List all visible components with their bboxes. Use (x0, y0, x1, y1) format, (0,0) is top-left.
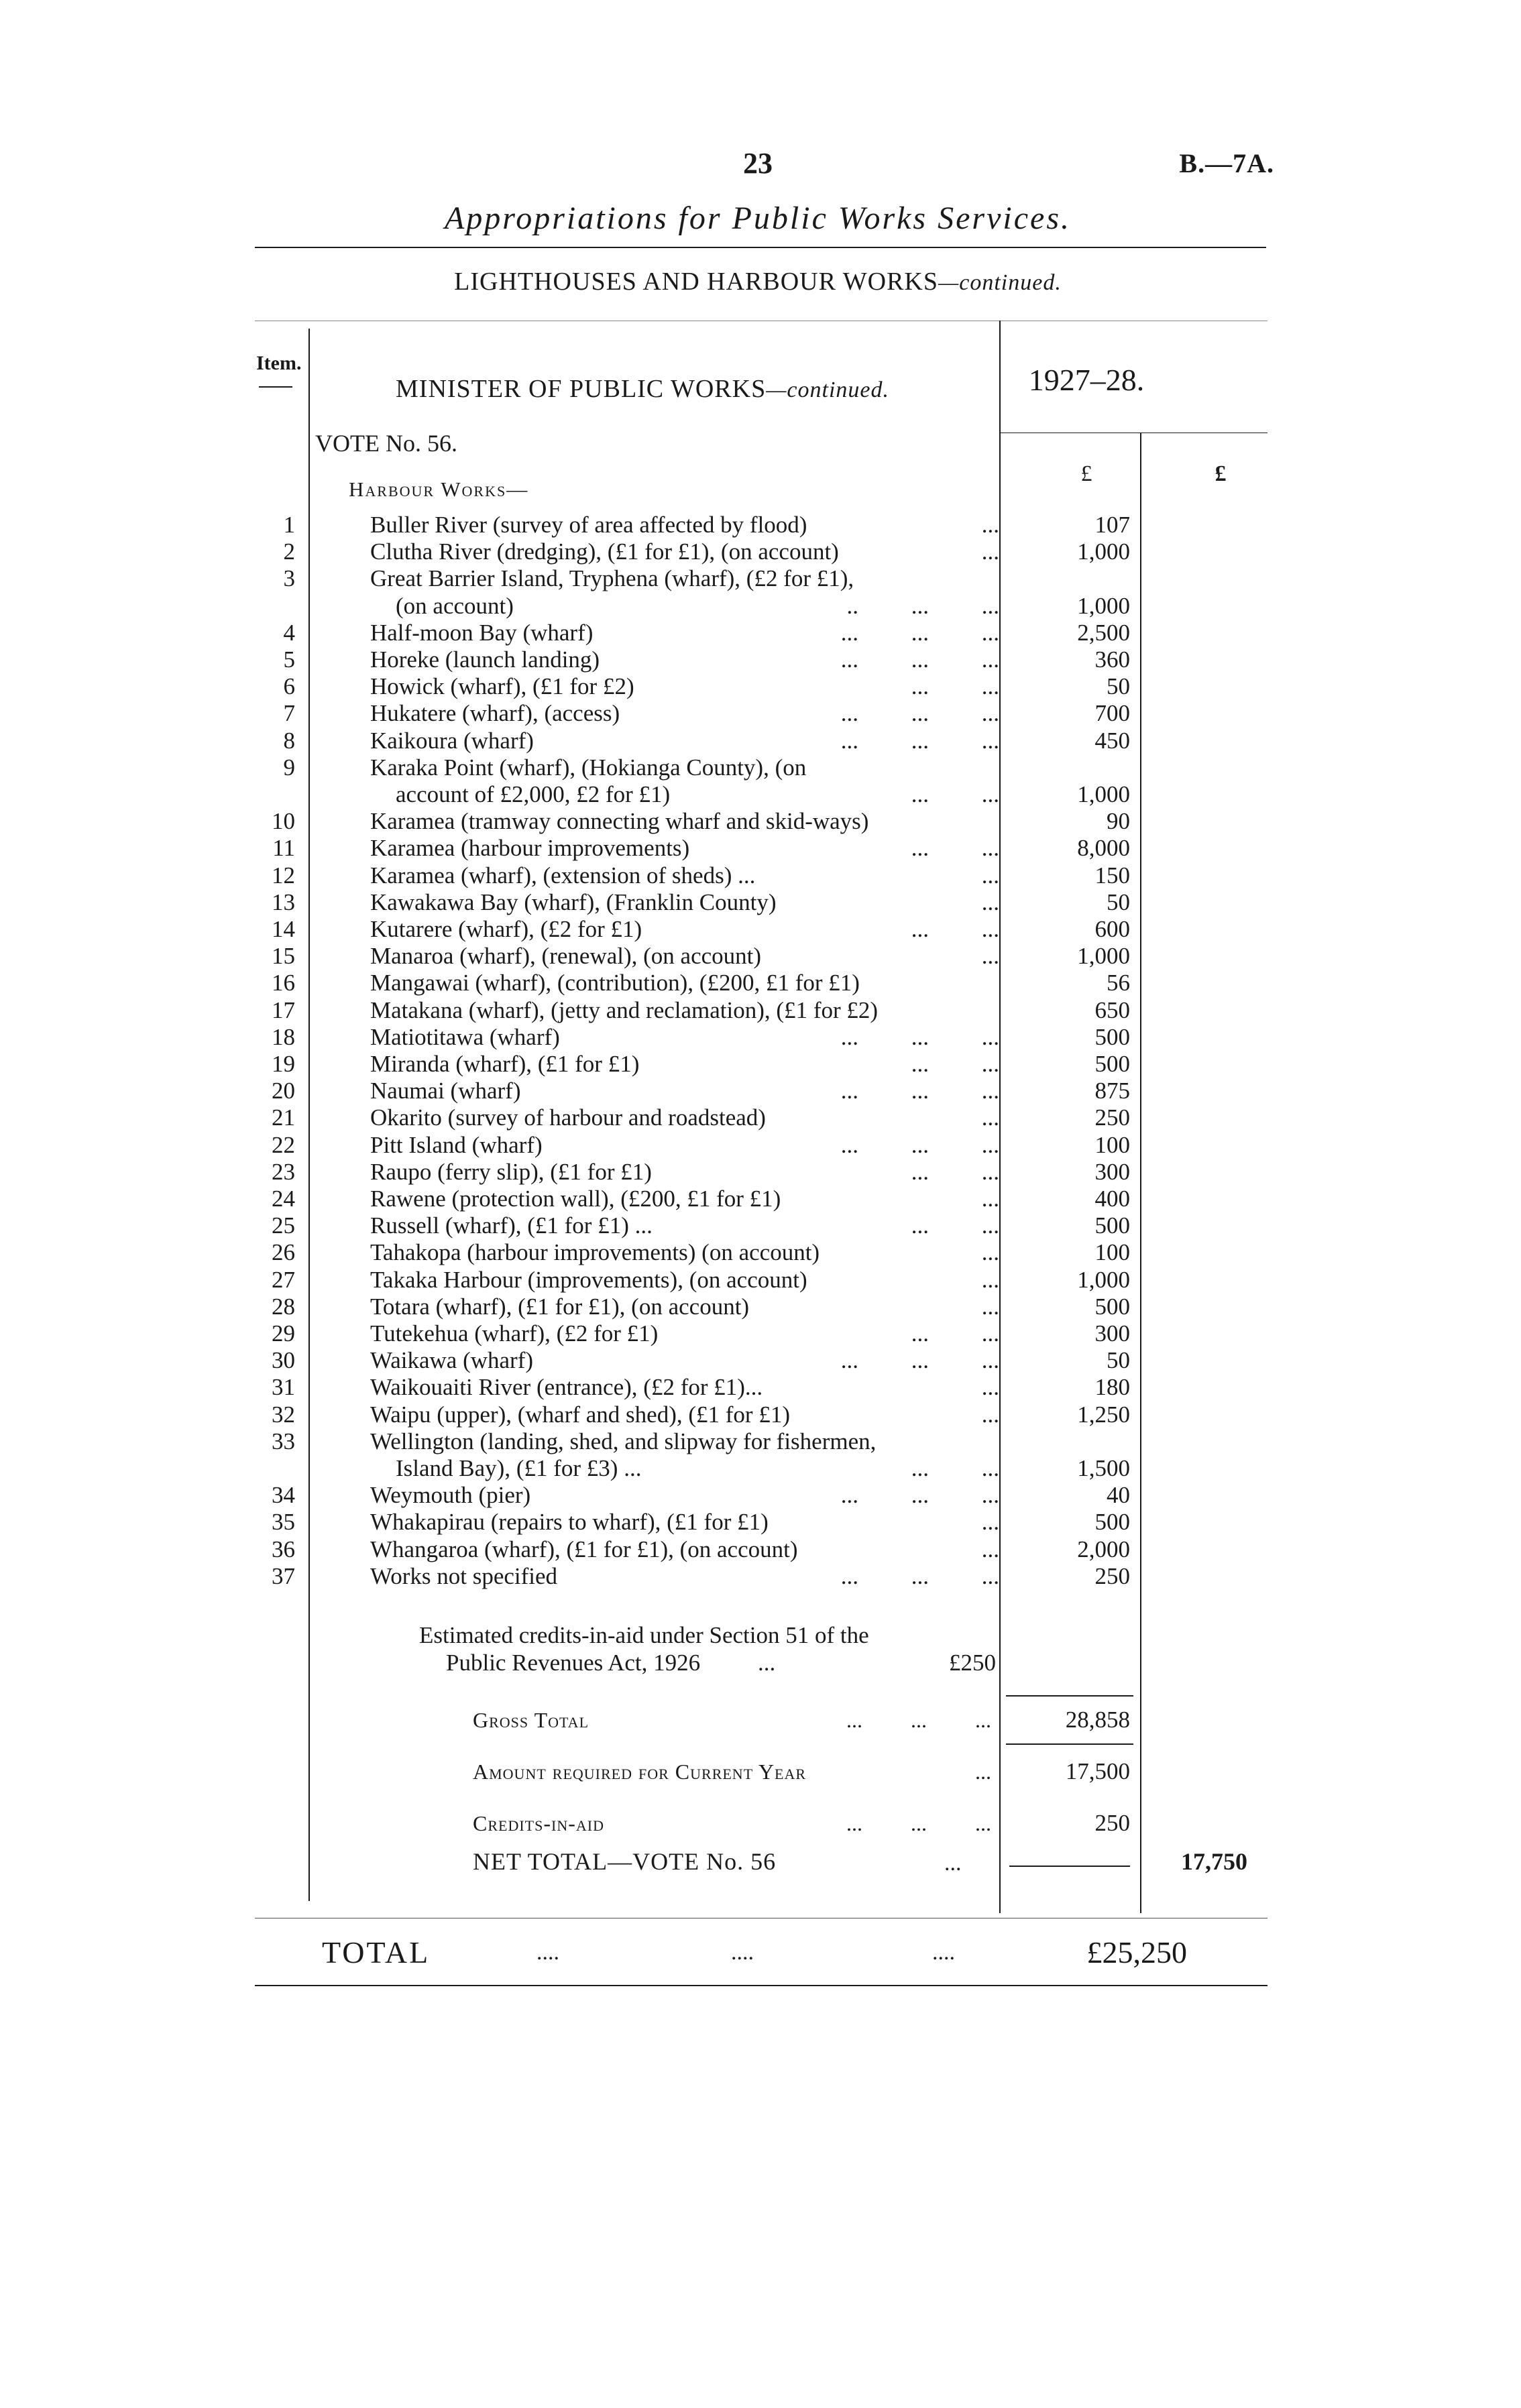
item-amount: 875 (1094, 1078, 1130, 1104)
gross-total-amount: 28,858 (1065, 1707, 1130, 1733)
item-amount: 450 (1094, 728, 1130, 754)
item-description: Raupo (ferry slip), (£1 for £1) (370, 1159, 652, 1185)
table-row (0, 1536, 1521, 1563)
credits-note (419, 1621, 996, 1676)
table-row (0, 1293, 1521, 1320)
item-leader-dots: ... ... (911, 1212, 999, 1239)
item-leader-dots: ... (981, 1104, 999, 1131)
item-amount: 56 (1107, 970, 1130, 996)
item-description: Tahakopa (harbour improvements) (on account) (370, 1239, 820, 1265)
grand-bottom-rule (255, 1985, 1268, 1986)
item-number: 23 (272, 1159, 295, 1185)
subtitle-text: LIGHTHOUSES AND HARBOUR WORKS (454, 268, 939, 296)
item-amount: 50 (1107, 889, 1130, 915)
item-amount: 50 (1107, 1347, 1130, 1373)
item-description: Okarito (survey of harbour and roadstead) (370, 1104, 766, 1131)
table-row (0, 969, 1521, 996)
section-subtitle (255, 267, 1261, 296)
item-number: 29 (272, 1320, 295, 1346)
vote-heading: VOTE No. 56. (315, 430, 457, 457)
item-amount: 2,500 (1077, 620, 1130, 646)
table-row (0, 1562, 1521, 1590)
item-leader-dots: ... ... (911, 781, 999, 807)
gross-total-row (0, 1703, 1521, 1737)
item-number: 20 (272, 1078, 295, 1104)
item-number: 28 (272, 1294, 295, 1320)
item-description: Tutekehua (wharf), (£2 for £1) (370, 1320, 659, 1346)
item-number: 7 (283, 700, 295, 726)
item-description: Karaka Point (wharf), (Hokianga County), (on (370, 754, 807, 781)
item-number: 18 (272, 1024, 295, 1050)
item-leader-dots: ... ... ... (840, 1563, 999, 1589)
net-dash-rule (1009, 1866, 1130, 1867)
item-leader-dots: ... ... (911, 916, 999, 942)
item-amount: 300 (1094, 1159, 1130, 1185)
item-description: Weymouth (pier) (370, 1482, 531, 1508)
item-number: 19 (272, 1051, 295, 1077)
pound-unit-column-1: £ (1080, 461, 1092, 486)
table-row (0, 1158, 1521, 1186)
item-leader-dots: ... (981, 889, 999, 915)
item-leader-dots: ... ... ... (840, 1347, 999, 1373)
item-number: 25 (272, 1212, 295, 1239)
credits-amount: 250 (1094, 1810, 1130, 1836)
item-amount: 250 (1094, 1563, 1130, 1589)
item-description: Island Bay), (£1 for £3) ... (396, 1455, 642, 1481)
item-leader-dots: ... (981, 943, 999, 969)
table-row (0, 673, 1521, 700)
item-description: Works not specified (370, 1563, 558, 1589)
gross-total-label: Gross Total (473, 1708, 589, 1732)
item-number: 8 (283, 728, 295, 754)
item-number: 33 (272, 1428, 295, 1454)
grand-total-dots-3: .... (932, 1940, 955, 1965)
item-leader-dots: ... (981, 1536, 999, 1562)
item-description: Manaroa (wharf), (renewal), (on account) (370, 943, 762, 969)
item-amount: 1,000 (1077, 593, 1130, 619)
credits-note-line-2 (419, 1649, 996, 1676)
item-amount: 500 (1094, 1024, 1130, 1050)
item-amount: 1,000 (1077, 781, 1130, 807)
minister-heading (396, 374, 889, 404)
table-row (0, 1454, 1521, 1482)
item-number: 26 (272, 1239, 295, 1265)
item-number: 9 (283, 754, 295, 781)
grand-total-dots-2: .... (731, 1940, 754, 1965)
gross-top-rule (1006, 1695, 1133, 1697)
item-description: Miranda (wharf), (£1 for £1) (370, 1051, 640, 1077)
item-header-rule (259, 386, 292, 388)
item-description: Howick (wharf), (£1 for £2) (370, 673, 634, 699)
item-number: 37 (272, 1563, 295, 1589)
table-row (0, 834, 1521, 862)
item-amount: 500 (1094, 1294, 1130, 1320)
gross-total-dots: ... ... ... (846, 1708, 991, 1732)
table-row (0, 1131, 1521, 1159)
credits-note-act: Public Revenues Act, 1926 (446, 1650, 701, 1676)
minister-suffix: —continued. (766, 378, 890, 402)
item-leader-dots: ... (981, 512, 999, 538)
item-number: 3 (283, 565, 295, 591)
item-amount: 1,000 (1077, 538, 1130, 565)
item-number: 31 (272, 1374, 295, 1400)
item-leader-dots: ... (981, 862, 999, 888)
table-row (0, 1212, 1521, 1239)
table-row (0, 1239, 1521, 1266)
item-leader-dots: ... ... (911, 673, 999, 699)
item-number: 22 (272, 1132, 295, 1158)
grand-total-dots-1: .... (537, 1940, 559, 1965)
item-description: Karamea (tramway connecting wharf and skid-ways) (370, 808, 869, 834)
item-description: Horeke (launch landing) (370, 646, 600, 673)
item-leader-dots: ... ... ... (840, 1482, 999, 1508)
item-leader-dots: ... ... ... (840, 620, 999, 646)
net-total-amount: 17,750 (1181, 1848, 1247, 1875)
item-number: 36 (272, 1536, 295, 1562)
item-leader-dots: ... (981, 1294, 999, 1320)
credits-note-dots: ... (758, 1650, 776, 1676)
item-description: Kawakawa Bay (wharf), (Franklin County) (370, 889, 777, 915)
item-leader-dots: ... (981, 1401, 999, 1428)
item-amount: 1,500 (1077, 1455, 1130, 1481)
credits-dots: ... ... ... (846, 1811, 991, 1835)
item-leader-dots: ... ... (911, 1320, 999, 1346)
item-amount: 1,250 (1077, 1401, 1130, 1428)
minister-text: MINISTER OF PUBLIC WORKS (396, 375, 767, 403)
item-amount: 2,000 (1077, 1536, 1130, 1562)
item-number: 32 (272, 1401, 295, 1428)
item-number: 4 (283, 620, 295, 646)
item-amount: 40 (1107, 1482, 1130, 1508)
item-number: 13 (272, 889, 295, 915)
item-leader-dots: ... ... ... (840, 1024, 999, 1050)
grand-total-amount: £25,250 (1086, 1935, 1187, 1969)
table-row (0, 1185, 1521, 1212)
item-description: Great Barrier Island, Tryphena (wharf), (£2 for £1), (370, 565, 854, 591)
table-row (0, 754, 1521, 781)
table-row (0, 619, 1521, 646)
item-description: Pitt Island (wharf) (370, 1132, 543, 1158)
document-reference: B.—7A. (1179, 148, 1274, 178)
item-description: Rawene (protection wall), (£200, £1 for £1) (370, 1186, 781, 1212)
item-description: Russell (wharf), (£1 for £1) ... (370, 1212, 653, 1239)
item-leader-dots: .. ... ... (846, 593, 999, 619)
table-row (0, 1050, 1521, 1078)
item-leader-dots: ... (981, 1267, 999, 1293)
item-amount: 500 (1094, 1509, 1130, 1535)
item-amount: 1,000 (1077, 943, 1130, 969)
item-leader-dots: ... ... ... (840, 728, 999, 754)
required-amount: 17,500 (1065, 1758, 1130, 1784)
item-description: Karamea (wharf), (extension of sheds) ... (370, 862, 756, 888)
item-leader-dots: ... ... ... (840, 1078, 999, 1104)
item-number: 12 (272, 862, 295, 888)
credits-row (0, 1807, 1521, 1840)
item-leader-dots: ... (981, 1239, 999, 1265)
required-dots: ... (975, 1760, 991, 1784)
item-amount: 500 (1094, 1051, 1130, 1077)
item-description: Takaka Harbour (improvements), (on account) (370, 1267, 807, 1293)
item-amount: 1,000 (1077, 1267, 1130, 1293)
year-column-header: 1927–28. (1028, 363, 1145, 397)
item-number: 11 (272, 835, 295, 861)
item-number: 34 (272, 1482, 295, 1508)
item-description: (on account) (396, 593, 514, 619)
subtitle-suffix: —continued. (938, 270, 1062, 295)
table-row (0, 915, 1521, 943)
item-amount: 600 (1094, 916, 1130, 942)
item-description: Clutha River (dredging), (£1 for £1), (on account) (370, 538, 839, 565)
item-leader-dots: ... ... (911, 1051, 999, 1077)
item-amount: 50 (1107, 673, 1130, 699)
table-row (0, 1508, 1521, 1536)
item-description: Waipu (upper), (wharf and shed), (£1 for £1) (370, 1401, 790, 1428)
item-number: 5 (283, 646, 295, 673)
item-leader-dots: ... ... (911, 1455, 999, 1481)
item-description: Karamea (harbour improvements) (370, 835, 690, 861)
item-amount: 150 (1094, 862, 1130, 888)
item-description: Hukatere (wharf), (access) (370, 700, 620, 726)
item-amount: 360 (1094, 646, 1130, 673)
item-amount: 500 (1094, 1212, 1130, 1239)
table-row (0, 592, 1521, 620)
item-amount: 100 (1094, 1132, 1130, 1158)
page-number: 23 (743, 147, 773, 180)
required-row (0, 1755, 1521, 1788)
item-leader-dots: ... ... ... (840, 1132, 999, 1158)
table-row (0, 727, 1521, 754)
item-description: Totara (wharf), (£1 for £1), (on account) (370, 1294, 750, 1320)
item-amount: 107 (1094, 512, 1130, 538)
item-description: Mangawai (wharf), (contribution), (£200, £1 for £1) (370, 970, 860, 996)
item-description: Half-moon Bay (wharf) (370, 620, 594, 646)
net-total-dots: ... (944, 1851, 962, 1876)
item-description: Kutarere (wharf), (£2 for £1) (370, 916, 642, 942)
item-amount: 700 (1094, 700, 1130, 726)
item-amount: 300 (1094, 1320, 1130, 1346)
table-row (0, 807, 1521, 835)
item-description: Whangaroa (wharf), (£1 for £1), (on account) (370, 1536, 798, 1562)
table-row (0, 1023, 1521, 1051)
item-leader-dots: ... ... ... (840, 646, 999, 673)
table-row (0, 862, 1521, 889)
table-row (0, 699, 1521, 727)
grand-total-row (0, 1933, 1521, 1973)
item-amount: 8,000 (1077, 835, 1130, 861)
table-row (0, 1401, 1521, 1428)
table-row (0, 942, 1521, 970)
item-leader-dots: ... (981, 1186, 999, 1212)
item-description: Wellington (landing, shed, and slipway for fishermen, (370, 1428, 877, 1454)
gross-bottom-rule (1006, 1743, 1133, 1745)
item-number: 1 (283, 512, 295, 538)
item-number: 35 (272, 1509, 295, 1535)
required-label: Amount required for Current Year (473, 1760, 807, 1784)
page-title: Appropriations for Public Works Services. (444, 200, 1072, 236)
item-description: Naumai (wharf) (370, 1078, 521, 1104)
item-amount: 650 (1094, 997, 1130, 1023)
table-row (0, 781, 1521, 808)
item-leader-dots: ... ... (911, 1159, 999, 1185)
item-leader-dots: ... ... ... (840, 700, 999, 726)
table-row (0, 888, 1521, 916)
item-number: 21 (272, 1104, 295, 1131)
item-number: 10 (272, 808, 295, 834)
net-total-label: NET TOTAL—VOTE No. 56 (473, 1848, 777, 1875)
table-row (0, 1077, 1521, 1104)
table-row (0, 511, 1521, 538)
item-number: 30 (272, 1347, 295, 1373)
item-amount: 400 (1094, 1186, 1130, 1212)
section-heading: Harbour Works— (349, 477, 529, 501)
table-row (0, 646, 1521, 673)
credits-label: Credits-in-aid (473, 1811, 604, 1835)
item-amount: 180 (1094, 1374, 1130, 1400)
item-number: 14 (272, 916, 295, 942)
item-number: 2 (283, 538, 295, 565)
title-rule (255, 247, 1266, 248)
item-description: Whakapirau (repairs to wharf), (£1 for £1) (370, 1509, 769, 1535)
table-row (0, 565, 1521, 592)
item-number: 27 (272, 1267, 295, 1293)
credits-note-line-1: Estimated credits-in-aid under Section 51 of the (419, 1622, 869, 1648)
item-description: Waikouaiti River (entrance), (£2 for £1)... (370, 1374, 763, 1400)
table-row (0, 1104, 1521, 1131)
item-number: 16 (272, 970, 295, 996)
grand-total-label: TOTAL (322, 1935, 431, 1969)
item-description: Kaikoura (wharf) (370, 728, 534, 754)
item-number: 24 (272, 1186, 295, 1212)
item-leader-dots: ... ... (911, 835, 999, 861)
item-amount: 100 (1094, 1239, 1130, 1265)
item-number: 17 (272, 997, 295, 1023)
table-row (0, 1266, 1521, 1294)
item-description: account of £2,000, £2 for £1) (396, 781, 671, 807)
pound-unit-column-2: £ (1215, 461, 1227, 486)
item-leader-dots: ... (981, 1509, 999, 1535)
item-description: Buller River (survey of area affected by flood) (370, 512, 807, 538)
table-row (0, 538, 1521, 565)
table-row (0, 1428, 1521, 1455)
item-number: 15 (272, 943, 295, 969)
table-row (0, 1346, 1521, 1374)
item-description: Matakana (wharf), (jetty and reclamation), (£1 for £2) (370, 997, 879, 1023)
item-amount: 250 (1094, 1104, 1130, 1131)
table-row (0, 1373, 1521, 1401)
item-description: Waikawa (wharf) (370, 1347, 534, 1373)
item-amount: 90 (1107, 808, 1130, 834)
item-column-header: Item. (256, 352, 302, 374)
credits-note-amount: £250 (949, 1650, 996, 1676)
item-number: 6 (283, 673, 295, 699)
table-row (0, 1320, 1521, 1347)
item-description: Matiotitawa (wharf) (370, 1024, 560, 1050)
table-row (0, 996, 1521, 1024)
item-leader-dots: ... (981, 1374, 999, 1400)
item-leader-dots: ... (981, 538, 999, 565)
table-row (0, 1481, 1521, 1509)
